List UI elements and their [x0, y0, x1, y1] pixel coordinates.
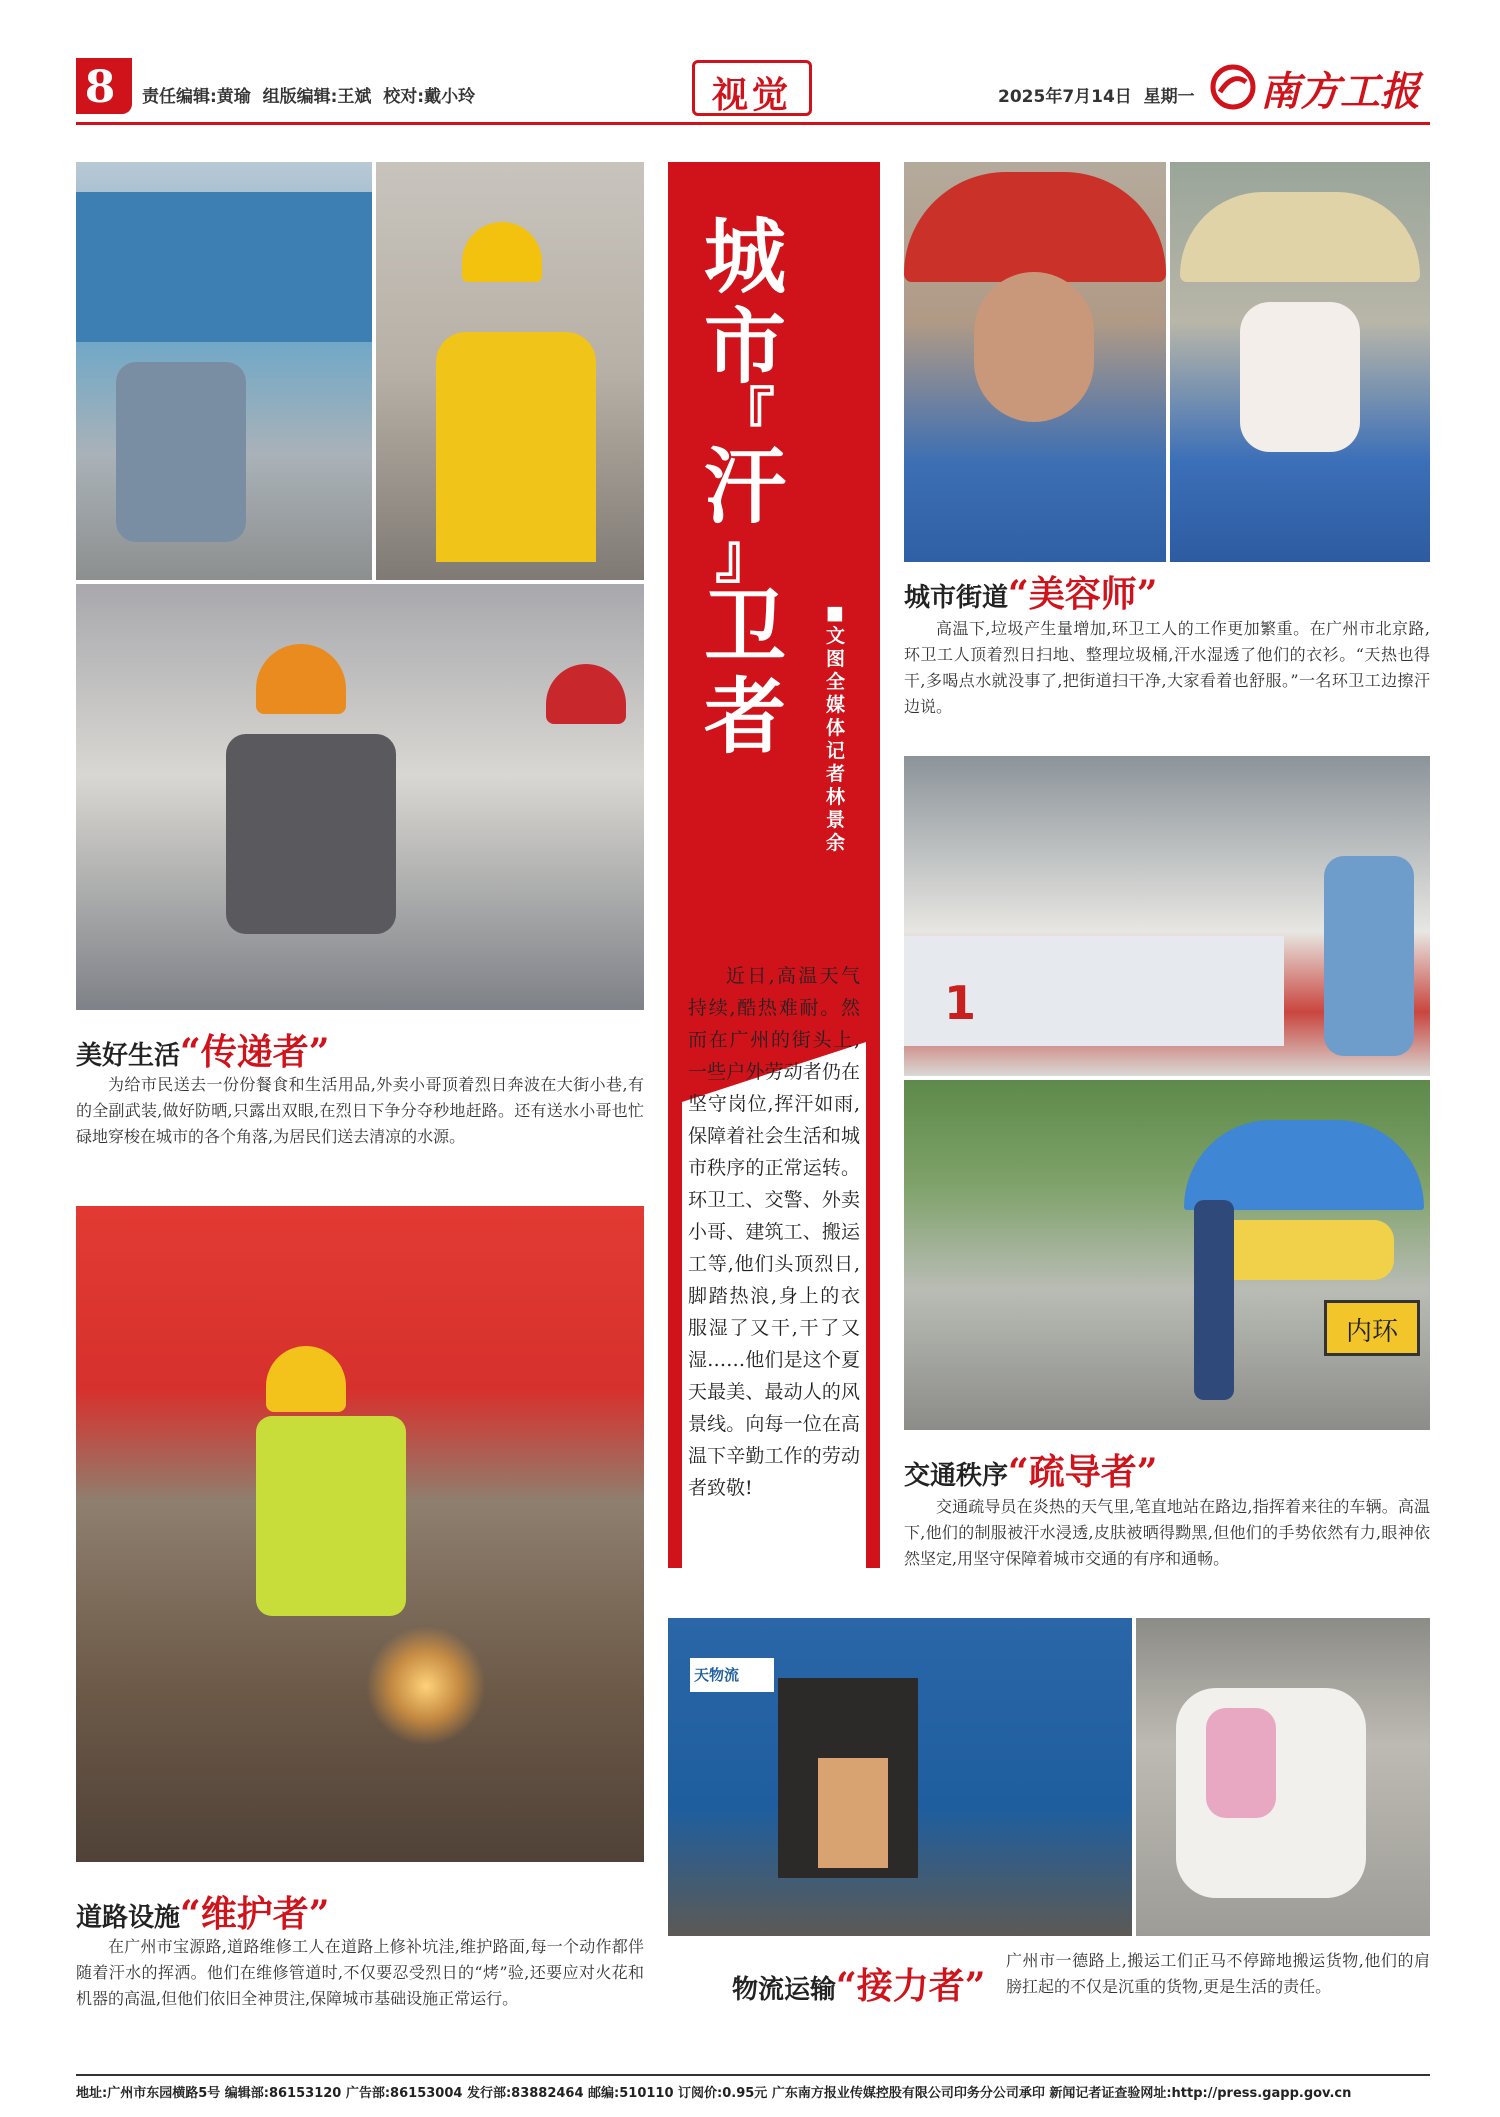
- masthead-swirl-icon: [1210, 64, 1256, 110]
- road-title-highlight: “维护者”: [180, 1893, 330, 1935]
- sanitation-section-title: [904, 566, 1157, 617]
- delivery-title-prefix: 美好生活: [76, 1041, 181, 1071]
- title-char-4: 汗: [703, 439, 786, 535]
- ring-road-sign-text: 内环: [1345, 1317, 1398, 1347]
- photo-traffic-officer-bus: 1: [904, 756, 1430, 1076]
- photo-food-delivery-courier: [376, 162, 644, 580]
- photo-traffic-guide-umbrella: [904, 1080, 1430, 1430]
- page-number-badge: [76, 58, 132, 114]
- photo-water-delivery: [76, 162, 372, 580]
- footer-info: 地址:广州市东园横路5号 编辑部:86153120 广告部:86153004 发行部:83882464 邮编:510110 订阅价:0.95元 广东南方报业传媒控股有限公司印务分公司承印 新闻记者证查验网址:http://press.gapp.gov.cn: [76, 2086, 1352, 2101]
- title-char-7: 者: [703, 669, 786, 765]
- truck-logo-plate: [690, 1658, 774, 1692]
- photo-sanitation-worker-masked: [1170, 162, 1430, 562]
- logistics-section-title: [732, 1958, 985, 2009]
- header-rule: [76, 122, 1430, 125]
- title-char-2: 市: [703, 299, 786, 395]
- delivery-title-highlight: “传递者”: [180, 1031, 330, 1073]
- traffic-section-title: [904, 1444, 1157, 1495]
- delivery-section-title: [76, 1024, 329, 1075]
- title-char-1: 城: [703, 209, 786, 305]
- section-badge: [692, 60, 812, 116]
- editors-line: 责任编辑:黄瑜 组版编辑:王斌 校对:戴小玲: [142, 87, 476, 107]
- sanitation-title-highlight: “美容师”: [1008, 573, 1158, 615]
- section-label: 视觉: [711, 75, 792, 116]
- truck-logo-text: 天物流: [694, 1666, 740, 1684]
- title-char-5: 』: [715, 522, 775, 592]
- logistics-section-text: 广州市一德路上,搬运工们正马不停蹄地搬运货物,他们的肩膀扛起的不仅是沉重的货物,更是生活的责任。: [1006, 1951, 1430, 1996]
- traffic-section-text: 交通疏导员在炎热的天气里,笔直地站在路边,指挥着来往的车辆。高温下,他们的制服被汗水浸透,皮肤被晒得黝黑,但他们的手势依然有力,眼神依然坚定,用坚守保障着城市交通的有序和通畅。: [904, 1497, 1430, 1568]
- traffic-title-highlight: “疏导者”: [1008, 1451, 1158, 1493]
- sanitation-section-text: 高温下,垃圾产生量增加,环卫工人的工作更加繁重。在广州市北京路,环卫工人顶着烈日扫地、整理垃圾桶,汗水湿透了他们的衣衫。“天热也得干,多喝点水就没事了,把街道扫干净,大家看着也舒服。”一名环卫工边擦汗边说。: [904, 619, 1430, 716]
- road-section-title: [76, 1886, 329, 1937]
- photo-porter-with-cart: [1136, 1618, 1430, 1936]
- masthead-title: 南方工报: [1260, 68, 1420, 115]
- ring-road-sign: [1324, 1300, 1420, 1356]
- photo-logistics-truck: [668, 1618, 1132, 1936]
- footer-rule: [76, 2074, 1430, 2076]
- masthead-logo: [1210, 56, 1430, 116]
- intro-text: 近日,高温天气持续,酷热难耐。然而在广州的街头上,一些户外劳动者仍在坚守岗位,挥汗如雨,保障着社会生活和城市秩序的正常运转。环卫工、交警、外卖小哥、建筑工、搬运工等,他们头顶烈日,脚踏热浪,身上的衣服湿了又干,干了又湿……他们是这个夏天最美、最动人的风景线。向每一位在高温下辛勤工作的劳动者致敬!: [688, 965, 860, 1499]
- issue-date: 2025年7月14日 星期一: [998, 87, 1195, 107]
- traffic-title-prefix: 交通秩序: [904, 1461, 1009, 1491]
- road-section-text: 在广州市宝源路,道路维修工人在道路上修补坑洼,维护路面,每一个动作都伴随着汗水的挥洒。他们在维修管道时,不仅要忍受烈日的“烤”验,还要应对火花和机器的高温,但他们依旧全神贯注,保障城市基础设施正常运行。: [76, 1937, 644, 2008]
- sanitation-title-prefix: 城市街道: [904, 583, 1009, 613]
- photo-road-repair-worker: [76, 1206, 644, 1862]
- road-title-prefix: 道路设施: [76, 1903, 181, 1933]
- feature-byline: ■文图 全媒体记者林景余: [826, 602, 846, 854]
- logistics-title-highlight: “接力者”: [836, 1965, 986, 2007]
- delivery-section-text: 为给市民送去一份份餐食和生活用品,外卖小哥顶着烈日奔波在大街小巷,有的全副武装,做好防晒,只露出双眼,在烈日下争分夺秒地赶路。还有送水小哥也忙碌地穿梭在城市的各个角落,为居民们送去清凉的水源。: [76, 1075, 644, 1146]
- photo-masked-riders: [76, 584, 644, 1010]
- title-char-3: 『: [715, 382, 775, 452]
- photo-sanitation-worker-smiling: [904, 162, 1166, 562]
- title-char-6: 卫: [703, 579, 786, 675]
- page-number: 8: [84, 62, 116, 113]
- feature-title: [690, 209, 800, 765]
- logistics-title-prefix: 物流运输: [732, 1975, 837, 2005]
